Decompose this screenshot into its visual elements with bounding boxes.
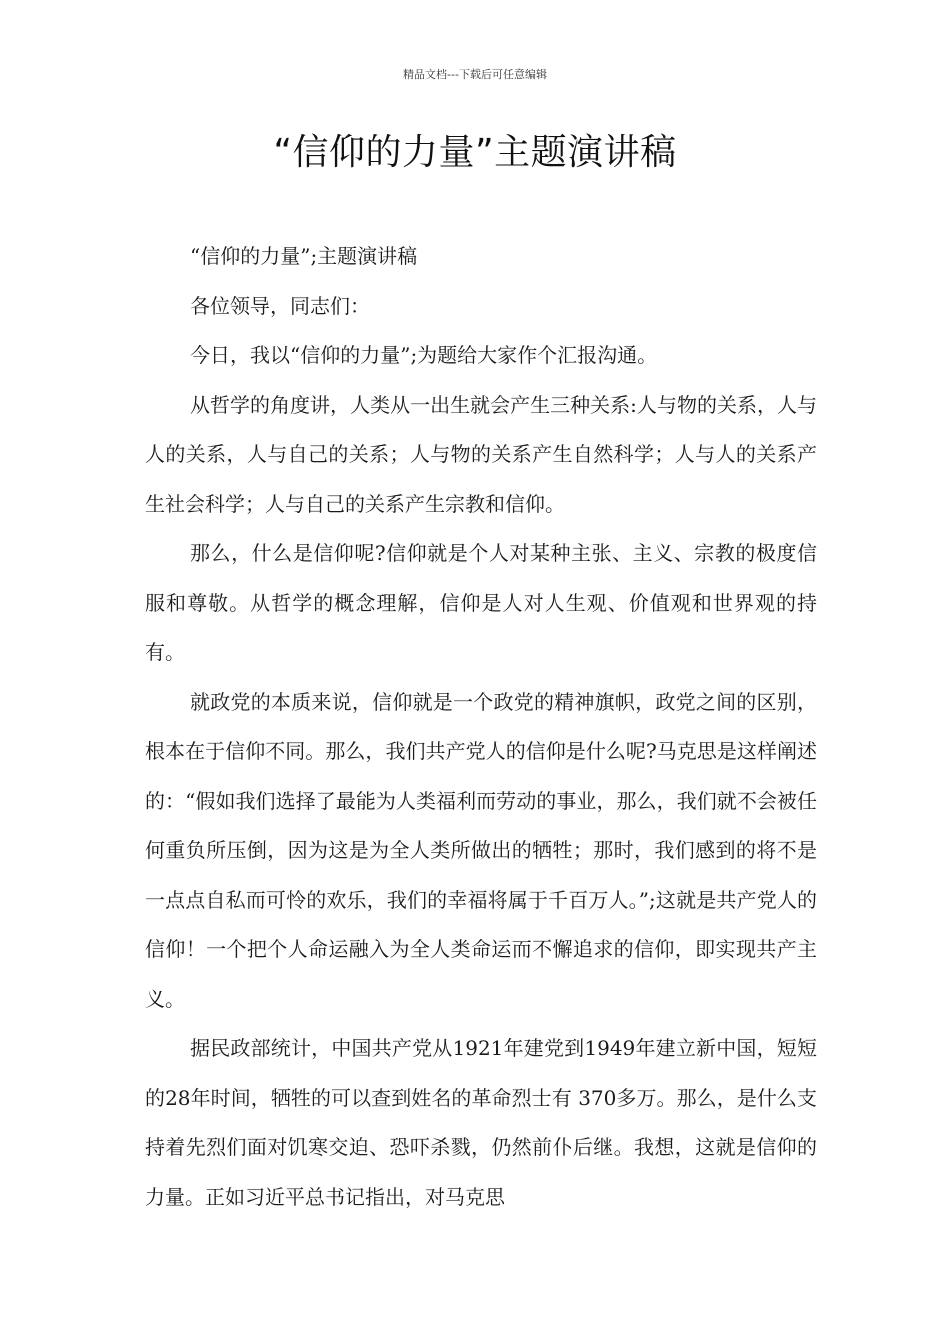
paragraph-philosophy: 从哲学的角度讲，人类从一出生就会产生三种关系:人与物的关系，人与人的关系，人与自己的关系；人与物的关系产生自然科学；人与人的关系产生社会科学；人与自己的关系产生宗教和信仰。 (145, 392, 817, 516)
paragraph-party-belief: 就政党的本质来说，信仰就是一个政党的精神旗帜，政党之间的区别，根本在于信仰不同。那么，我们共产党人的信仰是什么呢?马克思是这样阐述的：“假如我们选择了最能为人类福利而劳动的事业，那么，我们就不会被任何重负所压倒，因为这是为全人类所做出的牺牲；那时，我们感到的将不是一点点自私而可怜的欢乐，我们的幸福将属于千百万人。”;这就是共产党人的信仰！一个把个人命运融入为全人类命运而不懈追求的信仰，即实现共产主义。 (145, 689, 817, 1011)
document-title: “信仰的力量”主题演讲稿 (273, 132, 677, 173)
document-body (145, 232, 817, 1222)
paragraph-subtitle: “信仰的力量”;主题演讲稿 (190, 244, 418, 268)
paragraph-statistics: 据民政部统计，中国共产党从1921年建党到1949年建立新中国，短短的28年时间，牺牲的可以查到姓名的革命烈士有 370多万。那么，是什么支持着先烈们面对饥寒交迫、恐吓杀戮，仍然前仆后继。我想，这就是信仰的力量。正如习近平总书记指出，对马克思 (145, 1036, 817, 1209)
paragraph-intro: 今日，我以“信仰的力量”;为题给大家作个汇报沟通。 (190, 343, 658, 367)
paragraph-definition: 那么，什么是信仰呢?信仰就是个人对某种主张、主义、宗教的极度信服和尊敬。从哲学的概念理解，信仰是人对人生观、价值观和世界观的持有。 (145, 541, 817, 664)
paragraph-salutation: 各位领导，同志们： (190, 293, 370, 318)
header-note: 精品文档---下载后可任意编辑 (403, 68, 547, 81)
